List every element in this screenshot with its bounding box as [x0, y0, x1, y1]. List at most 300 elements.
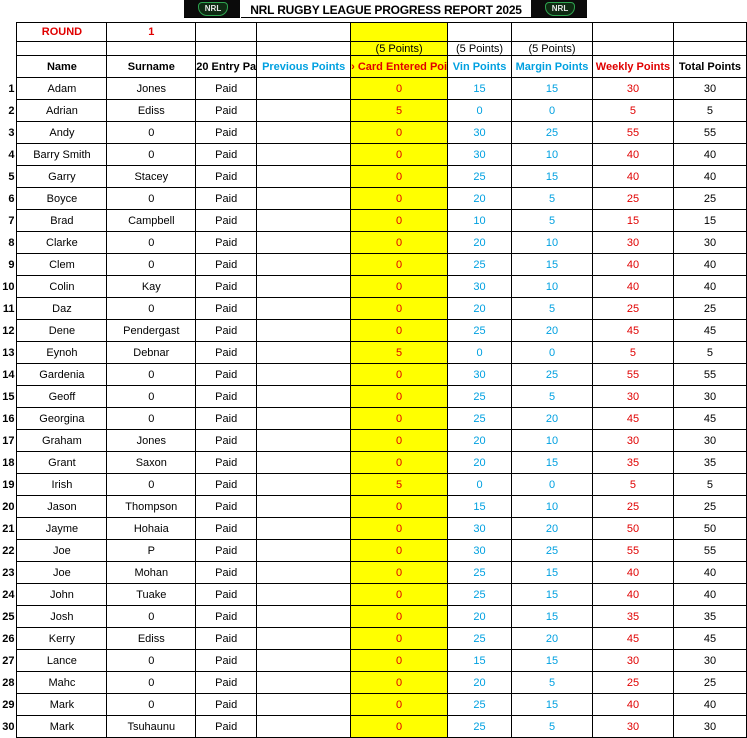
cell-margin-points[interactable]: 25 [512, 540, 593, 562]
cell-margin-points[interactable]: 15 [512, 650, 593, 672]
cell-margin-points[interactable]: 20 [512, 408, 593, 430]
cell-surname[interactable]: Jones [107, 430, 196, 452]
cell-surname[interactable]: Tuake [107, 584, 196, 606]
cell-previous-points[interactable] [257, 518, 351, 540]
header-margin-points[interactable]: Margin Points [512, 56, 593, 78]
cell-name[interactable]: Mahc [17, 672, 107, 694]
cell-margin-points[interactable]: 10 [512, 276, 593, 298]
cell-paid[interactable]: Paid [196, 276, 257, 298]
cell-paid[interactable]: Paid [196, 628, 257, 650]
round-label[interactable]: ROUND [17, 23, 107, 42]
cell-card-points[interactable]: 0 [351, 694, 448, 716]
cell-win-points[interactable]: 15 [448, 78, 512, 100]
cell-weekly-points[interactable]: 5 [593, 474, 674, 496]
cell-card-points[interactable]: 0 [351, 188, 448, 210]
cell-name[interactable]: Daz [17, 298, 107, 320]
cell-previous-points[interactable] [257, 540, 351, 562]
nrl-logo-left [184, 0, 240, 18]
cell-weekly-points[interactable]: 40 [593, 584, 674, 606]
cell-surname[interactable]: Pendergast [107, 320, 196, 342]
cell-previous-points[interactable] [257, 496, 351, 518]
cell-total-points[interactable]: 25 [673, 298, 746, 320]
table-row [0, 694, 747, 716]
cell-surname[interactable]: Saxon [107, 452, 196, 474]
cell-total-points[interactable]: 40 [673, 584, 746, 606]
cell-paid[interactable]: Paid [196, 540, 257, 562]
cell-previous-points[interactable] [257, 298, 351, 320]
cell-win-points[interactable]: 30 [448, 276, 512, 298]
cell-total-points[interactable]: 35 [673, 452, 746, 474]
cell-previous-points[interactable] [257, 232, 351, 254]
cell-win-points[interactable]: 25 [448, 584, 512, 606]
cell-paid[interactable]: Paid [196, 144, 257, 166]
cell-margin-points[interactable]: 5 [512, 386, 593, 408]
cell-total-points[interactable]: 45 [673, 628, 746, 650]
cell-name[interactable]: Jayme [17, 518, 107, 540]
cell-surname[interactable]: 0 [107, 144, 196, 166]
cell-margin-points[interactable]: 5 [512, 672, 593, 694]
cell-weekly-points[interactable]: 55 [593, 122, 674, 144]
cell-previous-points[interactable] [257, 650, 351, 672]
cell-surname[interactable]: Ediss [107, 100, 196, 122]
cell-weekly-points[interactable]: 45 [593, 408, 674, 430]
header-win-points[interactable]: Vin Points [448, 56, 512, 78]
cell-weekly-points[interactable]: 30 [593, 430, 674, 452]
cell-weekly-points[interactable]: 35 [593, 606, 674, 628]
cell-previous-points[interactable] [257, 122, 351, 144]
cell-margin-points[interactable]: 5 [512, 298, 593, 320]
cell-surname[interactable]: 0 [107, 232, 196, 254]
cell-surname[interactable]: Kay [107, 276, 196, 298]
cell-total-points[interactable]: 40 [673, 694, 746, 716]
cell-paid[interactable]: Paid [196, 562, 257, 584]
cell-margin-points[interactable]: 15 [512, 584, 593, 606]
cell-margin-points[interactable]: 0 [512, 342, 593, 364]
cell-card-points[interactable]: 0 [351, 122, 448, 144]
cell-paid[interactable]: Paid [196, 650, 257, 672]
cell-weekly-points[interactable]: 30 [593, 716, 674, 738]
cell-win-points[interactable]: 25 [448, 628, 512, 650]
cell-previous-points[interactable] [257, 78, 351, 100]
cell-surname[interactable]: Stacey [107, 166, 196, 188]
cell-name[interactable]: Kerry [17, 628, 107, 650]
cell-weekly-points[interactable]: 40 [593, 254, 674, 276]
cell-previous-points[interactable] [257, 188, 351, 210]
header-previous-points[interactable]: Previous Points [257, 56, 351, 78]
cell-weekly-points[interactable]: 45 [593, 320, 674, 342]
cell-card-points[interactable]: 0 [351, 540, 448, 562]
cell-win-points[interactable]: 30 [448, 518, 512, 540]
cell-total-points[interactable]: 55 [673, 540, 746, 562]
cell-win-points[interactable]: 20 [448, 188, 512, 210]
cell-previous-points[interactable] [257, 210, 351, 232]
cell-margin-points[interactable]: 20 [512, 628, 593, 650]
cell-previous-points[interactable] [257, 716, 351, 738]
cell-previous-points[interactable] [257, 408, 351, 430]
cell-surname[interactable]: 0 [107, 474, 196, 496]
cell-card-points[interactable]: 0 [351, 386, 448, 408]
cell-win-points[interactable]: 30 [448, 122, 512, 144]
cell-name[interactable]: Mark [17, 694, 107, 716]
cell-margin-points[interactable]: 15 [512, 254, 593, 276]
cell-win-points[interactable]: 25 [448, 386, 512, 408]
cell-card-points[interactable]: 0 [351, 716, 448, 738]
cell-margin-points[interactable]: 10 [512, 496, 593, 518]
cell-surname[interactable]: 0 [107, 408, 196, 430]
cell-previous-points[interactable] [257, 672, 351, 694]
cell-total-points[interactable]: 25 [673, 672, 746, 694]
cell-card-points[interactable]: 0 [351, 584, 448, 606]
cell-margin-points[interactable]: 0 [512, 474, 593, 496]
table-row [0, 452, 747, 474]
cell-card-points[interactable]: 0 [351, 298, 448, 320]
cell-name[interactable]: Boyce [17, 188, 107, 210]
cell-card-points[interactable]: 0 [351, 562, 448, 584]
cell-previous-points[interactable] [257, 584, 351, 606]
cell-weekly-points[interactable]: 40 [593, 694, 674, 716]
cell-weekly-points[interactable]: 25 [593, 188, 674, 210]
cell-margin-points[interactable]: 15 [512, 694, 593, 716]
cell-paid[interactable]: Paid [196, 694, 257, 716]
cell-name[interactable]: Geoff [17, 386, 107, 408]
cell-card-points[interactable]: 0 [351, 364, 448, 386]
cell-total-points[interactable]: 30 [673, 78, 746, 100]
cell-previous-points[interactable] [257, 320, 351, 342]
cell-paid[interactable]: Paid [196, 320, 257, 342]
cell-weekly-points[interactable]: 30 [593, 386, 674, 408]
row-number: 14 [2, 368, 15, 381]
cell-previous-points[interactable] [257, 474, 351, 496]
cell-weekly-points[interactable]: 25 [593, 298, 674, 320]
cell-margin-points[interactable]: 20 [512, 518, 593, 540]
cell-win-points[interactable]: 25 [448, 716, 512, 738]
cell-name[interactable]: Jason [17, 496, 107, 518]
cell-weekly-points[interactable]: 30 [593, 78, 674, 100]
cell-previous-points[interactable] [257, 144, 351, 166]
cell-total-points[interactable]: 45 [673, 408, 746, 430]
cell-previous-points[interactable] [257, 694, 351, 716]
cell-margin-points[interactable]: 25 [512, 364, 593, 386]
cell-win-points[interactable]: 20 [448, 606, 512, 628]
cell-paid[interactable]: Paid [196, 716, 257, 738]
cell-weekly-points[interactable]: 40 [593, 144, 674, 166]
cell-total-points[interactable]: 30 [673, 716, 746, 738]
cell-name[interactable]: Joe [17, 540, 107, 562]
cell-weekly-points[interactable]: 30 [593, 232, 674, 254]
cell-surname[interactable]: 0 [107, 650, 196, 672]
cell-paid[interactable]: Paid [196, 430, 257, 452]
cell-name[interactable]: Clarke [17, 232, 107, 254]
cell-paid[interactable]: Paid [196, 342, 257, 364]
cell-previous-points[interactable] [257, 452, 351, 474]
cell-paid[interactable]: Paid [196, 518, 257, 540]
cell-margin-points[interactable]: 5 [512, 188, 593, 210]
cell-paid[interactable]: Paid [196, 122, 257, 144]
cell-paid[interactable]: Paid [196, 232, 257, 254]
cell-card-points[interactable]: 5 [351, 100, 448, 122]
margin-points-note[interactable]: (5 Points) [512, 42, 593, 56]
cell-win-points[interactable]: 20 [448, 232, 512, 254]
cell-total-points[interactable]: 25 [673, 496, 746, 518]
cell-margin-points[interactable]: 25 [512, 122, 593, 144]
cell-paid[interactable]: Paid [196, 364, 257, 386]
cell-surname[interactable]: Tsuhaunu [107, 716, 196, 738]
cell-margin-points[interactable]: 5 [512, 210, 593, 232]
cell-name[interactable]: Irish [17, 474, 107, 496]
cell-paid[interactable]: Paid [196, 452, 257, 474]
cell-card-points[interactable]: 0 [351, 628, 448, 650]
cell-weekly-points[interactable]: 55 [593, 540, 674, 562]
cell-margin-points[interactable]: 15 [512, 606, 593, 628]
cell-name[interactable]: Josh [17, 606, 107, 628]
cell-win-points[interactable]: 20 [448, 452, 512, 474]
card-points-note[interactable]: (5 Points) [351, 42, 448, 56]
cell-paid[interactable]: Paid [196, 496, 257, 518]
cell-margin-points[interactable]: 15 [512, 452, 593, 474]
cell-previous-points[interactable] [257, 430, 351, 452]
cell-previous-points[interactable] [257, 254, 351, 276]
cell-name[interactable]: Gardenia [17, 364, 107, 386]
cell-total-points[interactable]: 40 [673, 166, 746, 188]
cell-win-points[interactable]: 30 [448, 144, 512, 166]
cell-previous-points[interactable] [257, 276, 351, 298]
cell-name[interactable]: Mark [17, 716, 107, 738]
cell-card-points[interactable]: 0 [351, 78, 448, 100]
cell-name[interactable]: Lance [17, 650, 107, 672]
cell-paid[interactable]: Paid [196, 474, 257, 496]
cell-win-points[interactable]: 25 [448, 562, 512, 584]
cell-card-points[interactable]: 0 [351, 320, 448, 342]
cell-previous-points[interactable] [257, 364, 351, 386]
cell-win-points[interactable]: 30 [448, 364, 512, 386]
header-entry-paid[interactable]: 20 Entry Pa [196, 56, 257, 78]
cell-surname[interactable]: 0 [107, 694, 196, 716]
cell-win-points[interactable]: 25 [448, 694, 512, 716]
cell-total-points[interactable]: 30 [673, 232, 746, 254]
row-number: 22 [2, 544, 15, 557]
cell-weekly-points[interactable]: 40 [593, 562, 674, 584]
cell-surname[interactable]: Mohan [107, 562, 196, 584]
cell-surname[interactable]: P [107, 540, 196, 562]
cell-weekly-points[interactable]: 5 [593, 342, 674, 364]
cell-weekly-points[interactable]: 5 [593, 100, 674, 122]
cell-surname[interactable]: 0 [107, 364, 196, 386]
cell-surname[interactable]: 0 [107, 386, 196, 408]
cell-total-points[interactable]: 40 [673, 254, 746, 276]
cell-total-points[interactable]: 15 [673, 210, 746, 232]
cell-margin-points[interactable]: 5 [512, 716, 593, 738]
cell-name[interactable]: Graham [17, 430, 107, 452]
cell-card-points[interactable]: 0 [351, 408, 448, 430]
cell-previous-points[interactable] [257, 562, 351, 584]
cell-weekly-points[interactable]: 35 [593, 452, 674, 474]
cell-win-points[interactable]: 25 [448, 254, 512, 276]
cell-margin-points[interactable]: 20 [512, 320, 593, 342]
cell-surname[interactable]: Debnar [107, 342, 196, 364]
cell-paid[interactable]: Paid [196, 100, 257, 122]
cell-card-points[interactable]: 0 [351, 430, 448, 452]
table-row [0, 584, 747, 606]
cell-card-points[interactable]: 0 [351, 144, 448, 166]
cell-previous-points[interactable] [257, 166, 351, 188]
row-number: 30 [2, 720, 15, 733]
cell-margin-points[interactable]: 15 [512, 78, 593, 100]
cell-weekly-points[interactable]: 25 [593, 496, 674, 518]
cell-total-points[interactable]: 55 [673, 364, 746, 386]
cell-win-points[interactable]: 0 [448, 100, 512, 122]
cell-card-points[interactable]: 0 [351, 452, 448, 474]
round-number[interactable]: 1 [107, 23, 196, 42]
cell-card-points[interactable]: 0 [351, 518, 448, 540]
cell-card-points[interactable]: 0 [351, 672, 448, 694]
cell-name[interactable]: John [17, 584, 107, 606]
cell-weekly-points[interactable]: 40 [593, 166, 674, 188]
cell-surname[interactable]: 0 [107, 254, 196, 276]
cell-total-points[interactable]: 30 [673, 430, 746, 452]
cell-name[interactable]: Grant [17, 452, 107, 474]
cell-card-points[interactable]: 0 [351, 650, 448, 672]
table-row [0, 474, 747, 496]
cell-total-points[interactable]: 40 [673, 562, 746, 584]
cell-margin-points[interactable]: 10 [512, 144, 593, 166]
cell-surname[interactable]: 0 [107, 188, 196, 210]
cell-name[interactable]: Clem [17, 254, 107, 276]
cell-name[interactable]: Eynoh [17, 342, 107, 364]
cell-card-points[interactable]: 0 [351, 166, 448, 188]
nrl-logo-icon: NRL [545, 2, 575, 16]
cell-paid[interactable]: Paid [196, 408, 257, 430]
cell-total-points[interactable]: 5 [673, 474, 746, 496]
cell-win-points[interactable]: 20 [448, 298, 512, 320]
cell-paid[interactable]: Paid [196, 584, 257, 606]
cell-paid[interactable]: Paid [196, 298, 257, 320]
cell-previous-points[interactable] [257, 606, 351, 628]
cell-previous-points[interactable] [257, 628, 351, 650]
cell-paid[interactable]: Paid [196, 210, 257, 232]
cell-paid[interactable]: Paid [196, 672, 257, 694]
header-total-points[interactable]: Total Points [673, 56, 746, 78]
cell-card-points[interactable]: 0 [351, 606, 448, 628]
cell-paid[interactable]: Paid [196, 606, 257, 628]
cell-paid[interactable]: Paid [196, 386, 257, 408]
cell-margin-points[interactable]: 0 [512, 100, 593, 122]
cell-name[interactable]: Colin [17, 276, 107, 298]
cell-total-points[interactable]: 5 [673, 342, 746, 364]
cell-total-points[interactable]: 45 [673, 320, 746, 342]
report-title: NRL RUGBY LEAGUE PROGRESS REPORT 2025 [241, 0, 531, 18]
cell-card-points[interactable]: 5 [351, 474, 448, 496]
win-points-note[interactable]: (5 Points) [448, 42, 512, 56]
header-weekly-points[interactable]: Weekly Points [593, 56, 674, 78]
cell-total-points[interactable]: 35 [673, 606, 746, 628]
cell-name[interactable]: Dene [17, 320, 107, 342]
cell-paid[interactable]: Paid [196, 78, 257, 100]
cell-win-points[interactable]: 10 [448, 210, 512, 232]
cell-win-points[interactable]: 30 [448, 540, 512, 562]
table-row [0, 716, 747, 738]
cell-weekly-points[interactable]: 25 [593, 672, 674, 694]
cell-weekly-points[interactable]: 15 [593, 210, 674, 232]
cell-card-points[interactable]: 0 [351, 254, 448, 276]
cell-name[interactable]: Barry Smith [17, 144, 107, 166]
header-surname[interactable]: Surname [107, 56, 196, 78]
cell-previous-points[interactable] [257, 342, 351, 364]
cell-surname[interactable]: Campbell [107, 210, 196, 232]
cell-card-points[interactable]: 5 [351, 342, 448, 364]
cell-card-points[interactable]: 0 [351, 496, 448, 518]
cell-surname[interactable]: 0 [107, 606, 196, 628]
cell-margin-points[interactable]: 15 [512, 166, 593, 188]
cell-surname[interactable]: 0 [107, 122, 196, 144]
cell-paid[interactable]: Paid [196, 188, 257, 210]
header-name[interactable]: Name [17, 56, 107, 78]
cell-previous-points[interactable] [257, 386, 351, 408]
cell-name[interactable]: Garry [17, 166, 107, 188]
header-card-entered-points[interactable]: › Card Entered Poi [351, 56, 448, 78]
cell-name[interactable]: Joe [17, 562, 107, 584]
cell-total-points[interactable]: 55 [673, 122, 746, 144]
cell-weekly-points[interactable]: 30 [593, 650, 674, 672]
cell-surname[interactable]: Hohaia [107, 518, 196, 540]
cell-win-points[interactable]: 25 [448, 320, 512, 342]
cell-total-points[interactable]: 40 [673, 276, 746, 298]
cell-card-points[interactable]: 0 [351, 210, 448, 232]
cell-name[interactable]: Andy [17, 122, 107, 144]
cell-win-points[interactable]: 25 [448, 408, 512, 430]
cell-total-points[interactable]: 30 [673, 650, 746, 672]
cell-surname[interactable]: Jones [107, 78, 196, 100]
cell-win-points[interactable]: 20 [448, 430, 512, 452]
cell-total-points[interactable]: 5 [673, 100, 746, 122]
cell-name[interactable]: Brad [17, 210, 107, 232]
cell-total-points[interactable]: 50 [673, 518, 746, 540]
cell-surname[interactable]: Ediss [107, 628, 196, 650]
cell-weekly-points[interactable]: 40 [593, 276, 674, 298]
cell-card-points[interactable]: 0 [351, 276, 448, 298]
cell-previous-points[interactable] [257, 100, 351, 122]
row-number: 13 [2, 346, 15, 359]
cell-total-points[interactable]: 25 [673, 188, 746, 210]
cell-win-points[interactable]: 15 [448, 650, 512, 672]
cell-margin-points[interactable]: 10 [512, 430, 593, 452]
cell-weekly-points[interactable]: 55 [593, 364, 674, 386]
cell-win-points[interactable]: 20 [448, 672, 512, 694]
cell-name[interactable]: Adam [17, 78, 107, 100]
cell-name[interactable]: Georgina [17, 408, 107, 430]
cell-card-points[interactable]: 0 [351, 232, 448, 254]
row-number: 11 [2, 302, 15, 315]
cell-win-points[interactable]: 15 [448, 496, 512, 518]
cell-surname[interactable]: Thompson [107, 496, 196, 518]
cell-win-points[interactable]: 0 [448, 474, 512, 496]
cell-total-points[interactable]: 30 [673, 386, 746, 408]
row-number: 21 [2, 522, 15, 535]
cell-win-points[interactable]: 25 [448, 166, 512, 188]
cell-name[interactable]: Adrian [17, 100, 107, 122]
cell-weekly-points[interactable]: 50 [593, 518, 674, 540]
cell-paid[interactable]: Paid [196, 254, 257, 276]
cell-surname[interactable]: 0 [107, 672, 196, 694]
cell-total-points[interactable]: 40 [673, 144, 746, 166]
cell-margin-points[interactable]: 15 [512, 562, 593, 584]
cell-surname[interactable]: 0 [107, 298, 196, 320]
row-number: 26 [2, 632, 15, 645]
cell-weekly-points[interactable]: 45 [593, 628, 674, 650]
cell-win-points[interactable]: 0 [448, 342, 512, 364]
cell-margin-points[interactable]: 10 [512, 232, 593, 254]
table-row [0, 518, 747, 540]
cell-paid[interactable]: Paid [196, 166, 257, 188]
